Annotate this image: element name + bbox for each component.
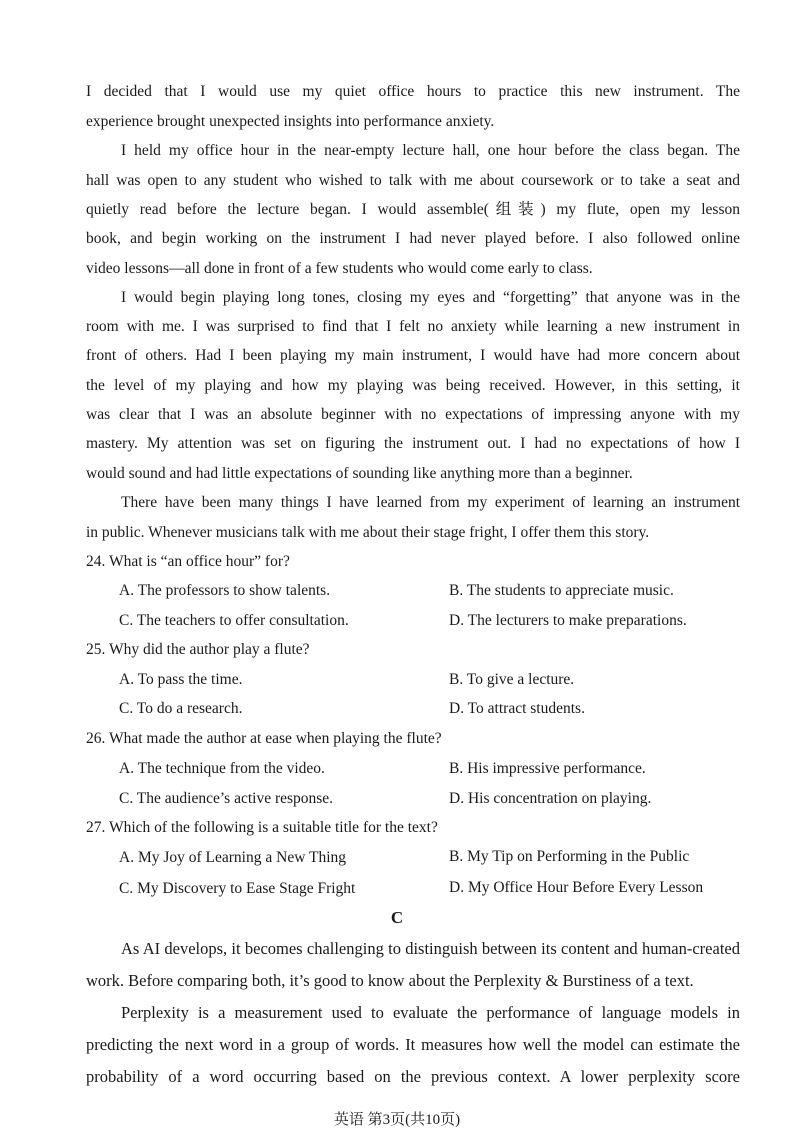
passage-line: There have been many things I have learned from my experiment of learning an instrument bbox=[121, 494, 740, 511]
answer-option: B. To give a lecture. bbox=[449, 671, 575, 688]
passage-line: mastery. My attention was set on figuring the instrument out. I had no expectations of how I bbox=[86, 435, 740, 452]
passage-line: in public. Whenever musicians talk with me about their stage fright, I offer them this story. bbox=[86, 524, 650, 541]
passage-line: I held my office hour in the near-empty lecture hall, one hour before the class began. The bbox=[121, 142, 740, 159]
answer-option: D. The lecturers to make preparations. bbox=[449, 612, 687, 629]
passage-line: Perplexity is a measurement used to evaluate the performance of language models in bbox=[121, 1003, 740, 1022]
passage-line: As AI develops, it becomes challenging to distinguish between its content and human-created bbox=[121, 939, 740, 958]
question-stem: 27. Which of the following is a suitable title for the text? bbox=[86, 819, 438, 836]
answer-option: C. The teachers to offer consultation. bbox=[119, 612, 349, 629]
answer-option: D. His concentration on playing. bbox=[449, 790, 652, 807]
passage-line: the level of my playing and how my playing was being received. However, in this setting, it bbox=[86, 377, 740, 394]
passage-line: would sound and had little expectations of sounding like anything more than a beginner. bbox=[86, 465, 633, 482]
answer-option: C. My Discovery to Ease Stage Fright bbox=[119, 880, 356, 897]
passage-line: probability of a word occurring based on the previous context. A lower perplexity score bbox=[86, 1067, 740, 1086]
passage-line: room with me. I was surprised to find that I felt no anxiety while learning a new instrument in bbox=[86, 318, 740, 335]
answer-option: D. My Office Hour Before Every Lesson bbox=[449, 879, 704, 896]
page-footer: 英语 第3页(共10页) bbox=[333, 1112, 461, 1128]
section-heading: C bbox=[390, 908, 404, 927]
answer-option: C. The audience’s active response. bbox=[119, 790, 334, 807]
answer-option: D. To attract students. bbox=[449, 700, 585, 717]
answer-option: A. My Joy of Learning a New Thing bbox=[119, 849, 347, 866]
question-stem: 25. Why did the author play a flute? bbox=[86, 641, 310, 658]
passage-line: work. Before comparing both, it’s good to know about the Perplexity & Burstiness of a text. bbox=[86, 971, 694, 990]
passage-line: front of others. Had I been playing my main instrument, I would have had more concern about bbox=[86, 347, 740, 364]
question-stem: 26. What made the author at ease when playing the flute? bbox=[86, 730, 442, 747]
answer-option: B. The students to appreciate music. bbox=[449, 582, 674, 599]
question-stem: 24. What is “an office hour” for? bbox=[86, 553, 290, 570]
passage-line: video lessons—all done in front of a few students who would come early to class. bbox=[86, 260, 593, 277]
answer-option: A. The professors to show talents. bbox=[119, 582, 331, 599]
answer-option: A. To pass the time. bbox=[119, 671, 243, 688]
answer-option: B. My Tip on Performing in the Public bbox=[449, 848, 690, 865]
answer-option: B. His impressive performance. bbox=[449, 760, 646, 777]
passage-line: quietly read before the lecture began. I would assemble(组装) my flute, open my lesson bbox=[86, 201, 740, 218]
passage-line: I decided that I would use my quiet office hours to practice this new instrument. The bbox=[86, 83, 740, 100]
passage-line: hall was open to any student who wished to talk with me about coursework or to take a seat and bbox=[86, 172, 740, 189]
passage-line: book, and begin working on the instrument I had never played before. I also followed online bbox=[86, 230, 740, 247]
answer-option: A. The technique from the video. bbox=[119, 760, 325, 777]
passage-line: experience brought unexpected insights into performance anxiety. bbox=[86, 113, 495, 130]
passage-line: was clear that I was an absolute beginner with no expectations of impressing anyone with my bbox=[86, 406, 740, 423]
passage-line: predicting the next word in a group of words. It measures how well the model can estimate the bbox=[86, 1035, 740, 1054]
passage-line: I would begin playing long tones, closing my eyes and “forgetting” that anyone was in the bbox=[121, 289, 740, 306]
answer-option: C. To do a research. bbox=[119, 700, 243, 717]
